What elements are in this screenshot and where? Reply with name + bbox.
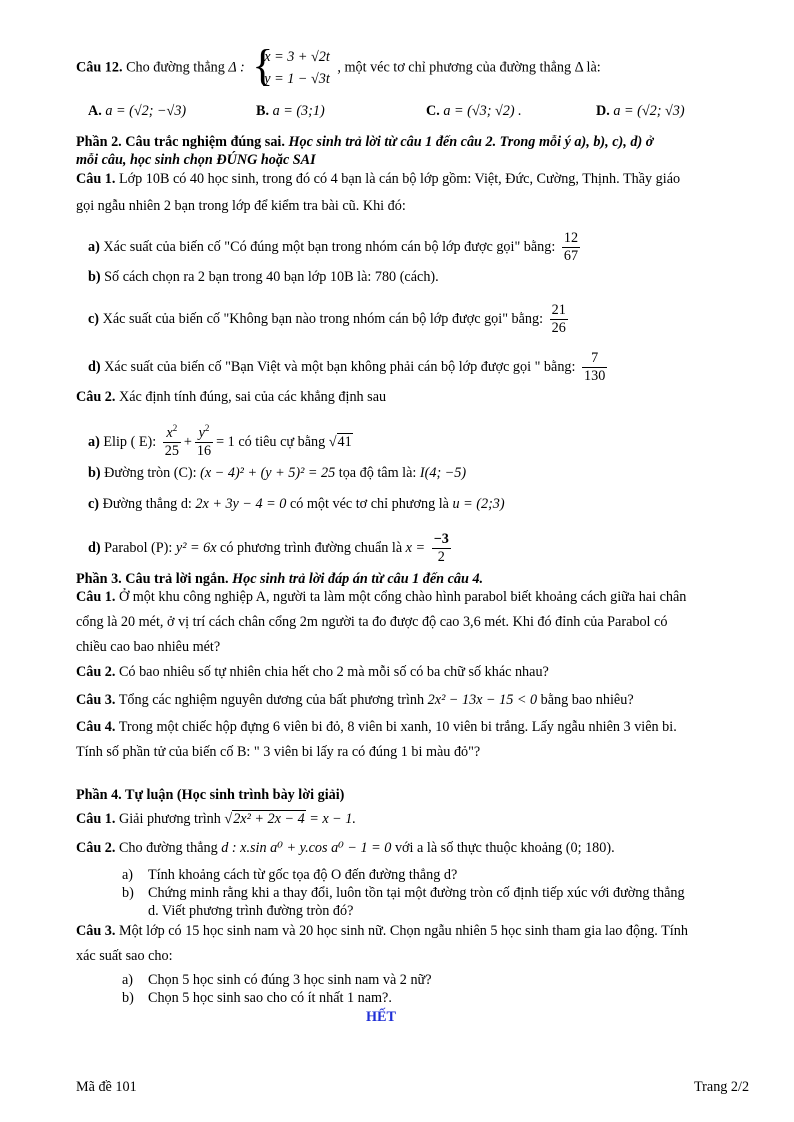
part2-instruction: Học sinh trả lời từ câu 1 đến câu 2. Trong mỗi ý a), b), c), d) ở xyxy=(288,134,654,150)
item-text: Xác suất của biến cố "Không bạn nào trong nhóm cán bộ lớp được gọi" bằng: xyxy=(102,310,544,327)
item-key: a) xyxy=(122,972,134,988)
p2-q1-line2: gọi ngẫu nhiên 2 bạn trong lớp để kiểm tra bài cũ. Khi đó: xyxy=(76,198,406,214)
plus-sign: + xyxy=(183,433,192,450)
numerator: 7 xyxy=(582,350,607,368)
question-text: với a là số thực thuộc khoảng (0; 180). xyxy=(394,840,615,856)
question-label: Câu 1. xyxy=(76,171,116,187)
exam-code: Mã đề 101 xyxy=(76,1079,137,1095)
equation: x = xyxy=(405,539,426,556)
p2-q1-b xyxy=(88,268,439,286)
question-label: Câu 1. xyxy=(76,589,116,605)
part4-title: Phần 4. Tự luận (Học sinh trình bày lời giải) xyxy=(76,787,345,803)
numerator: −3 xyxy=(433,531,449,547)
p4-q3-line2: xác suất sao cho: xyxy=(76,948,173,964)
p4-q2-b xyxy=(122,885,685,902)
sqrt-expression: √2x² + 2x − 4 xyxy=(224,811,305,827)
numerator: $y^2$ xyxy=(195,425,213,443)
item-key: c) xyxy=(88,310,100,327)
option-expr: a = (3;1) xyxy=(272,103,325,119)
item-text: có một véc tơ chỉ phương là xyxy=(289,496,449,512)
option-expr: a = (√2; √3) xyxy=(613,103,685,119)
question-label: Câu 3. xyxy=(76,923,116,939)
question-label: Câu 4. xyxy=(76,719,116,735)
question-text: bằng bao nhiêu? xyxy=(540,692,634,708)
p4-q3-line1 xyxy=(76,922,688,940)
p3-q4-line1 xyxy=(76,718,677,736)
q12-label: Câu 12. xyxy=(76,59,123,76)
option-key: C. xyxy=(426,103,440,119)
item-key: a) xyxy=(88,433,100,450)
option-key: A. xyxy=(88,103,102,119)
item-text: Số cách chọn ra 2 bạn trong 40 bạn lớp 10B là: 780 (cách). xyxy=(104,269,439,285)
question-text: Trong một chiếc hộp đựng 6 viên bi đỏ, 8 viên bi xanh, 10 viên bi trắng. Lấy ngẫu nhiên 3 viên bi. xyxy=(118,719,677,735)
question-text: Ở một khu công nghiệp A, người ta làm một cổng chào hình parabol biết khoảng cách giữa hai chân xyxy=(118,589,687,605)
equation: = x − 1. xyxy=(309,811,356,827)
equation: d : x.sin a⁰ + y.cos a⁰ − 1 = 0 xyxy=(221,840,392,856)
p4-q2-b-line2: d. Viết phương trình đường tròn đó? xyxy=(148,903,354,919)
item-key: c) xyxy=(88,496,100,512)
item-key: d) xyxy=(88,539,101,556)
q12-text-before: Cho đường thẳng xyxy=(126,59,229,76)
p3-q4-line2: Tính số phần tử của biến cố B: " 3 viên bi lấy ra có đúng 1 bi màu đỏ"? xyxy=(76,744,481,760)
p2-q1-c xyxy=(88,302,571,337)
item-text: Parabol (P): xyxy=(104,539,173,556)
p2-q2-a xyxy=(88,425,353,460)
fraction xyxy=(432,531,451,566)
p3-q2 xyxy=(76,663,549,681)
item-text: có phương trình đường chuẩn là xyxy=(220,539,403,556)
p2-q2 xyxy=(76,388,386,406)
fraction xyxy=(562,230,580,265)
item-text: tọa độ tâm là: xyxy=(338,465,417,481)
radicand: 41 xyxy=(337,433,352,450)
part2-heading xyxy=(76,133,653,151)
denominator: 16 xyxy=(196,443,212,459)
page-number: Trang 2/2 xyxy=(694,1079,750,1095)
answer-value: u = (2;3) xyxy=(452,496,505,512)
brace-icon: { xyxy=(252,41,274,90)
equation: 2x + 3y − 4 = 0 xyxy=(195,496,287,512)
question-label: Câu 3. xyxy=(76,692,116,708)
item-key: b) xyxy=(122,990,134,1006)
question-text: Tổng các nghiệm nguyên dương của bất phương trình xyxy=(118,692,425,708)
equals-one: = 1 xyxy=(216,433,235,450)
sqrt-expression: √41 xyxy=(328,433,352,450)
inequality: 2x² − 13x − 15 < 0 xyxy=(427,692,538,708)
question-text: Có bao nhiêu số tự nhiên chia hết cho 2 mà mỗi số có ba chữ số khác nhau? xyxy=(118,664,549,680)
part3-instruction: Học sinh trả lời đáp án từ câu 1 đến câu 4. xyxy=(232,571,484,587)
p2-q2-c xyxy=(88,495,505,513)
q12-option-a xyxy=(88,103,186,120)
p4-q2-a xyxy=(122,867,458,884)
q12-text-after: , một véc tơ chỉ phương của đường thẳng Δ là: xyxy=(337,59,601,76)
item-text: Tính khoảng cách từ gốc tọa độ O đến đường thẳng d? xyxy=(148,867,458,883)
fraction xyxy=(582,350,607,385)
q12-eq2: y = 1 − √3t xyxy=(264,71,330,87)
denominator: 2 xyxy=(437,549,445,565)
q12-option-c xyxy=(426,103,522,120)
p3-q1-line3: chiều cao bao nhiêu mét? xyxy=(76,639,221,655)
question-text: Giải phương trình xyxy=(118,811,221,827)
p2-q2-b xyxy=(88,464,466,482)
item-key: b) xyxy=(122,885,134,901)
p4-q3-a xyxy=(122,972,432,989)
q12-stem xyxy=(76,41,601,90)
question-text: Lớp 10B có 40 học sinh, trong đó có 4 bạn là cán bộ lớp gồm: Việt, Đức, Cường, Thịnh. Thầy giáo xyxy=(118,171,681,187)
item-text: Xác suất của biến cố "Bạn Việt và một bạn không phải cán bộ lớp được gọi " bằng: xyxy=(104,358,576,375)
fraction xyxy=(195,425,213,460)
question-label: Câu 2. xyxy=(76,840,116,856)
part3-title: Phần 3. Câu trả lời ngắn. xyxy=(76,571,229,587)
item-text: Đường tròn (C): xyxy=(104,465,197,481)
item-text: Chọn 5 học sinh sao cho có ít nhất 1 nam?. xyxy=(148,990,392,1006)
end-marker: HẾT xyxy=(366,1009,396,1025)
question-text: Cho đường thẳng xyxy=(118,840,218,856)
numerator: $x^2$ xyxy=(163,425,181,443)
part3-heading xyxy=(76,570,483,588)
p2-q1-line1 xyxy=(76,170,680,188)
item-key: a) xyxy=(122,867,134,883)
item-key: b) xyxy=(88,465,101,481)
question-label: Câu 2. xyxy=(76,389,116,405)
item-text: Elip ( E): xyxy=(103,433,157,450)
q12-eq1: x = 3 + √2t xyxy=(264,49,330,65)
numerator: 12 xyxy=(563,230,579,246)
equation: (x − 4)² + (y + 5)² = 25 xyxy=(200,465,336,481)
p2-q2-d xyxy=(88,531,454,566)
answer-value: I(4; −5) xyxy=(419,465,467,481)
p2-q1-a xyxy=(88,230,583,265)
q12-system xyxy=(252,41,330,90)
fraction xyxy=(550,302,568,337)
item-key: d) xyxy=(88,358,101,375)
item-text: có tiêu cự bằng xyxy=(238,433,326,450)
numerator: 21 xyxy=(551,302,566,318)
denominator: 67 xyxy=(563,248,579,264)
option-expr: a = (√3; √2) . xyxy=(443,103,522,119)
item-text: Chọn 5 học sinh có đúng 3 học sinh nam và 2 nữ? xyxy=(148,972,432,988)
q12-option-b xyxy=(256,103,325,120)
item-text: Đường thẳng d: xyxy=(102,496,192,512)
p4-q1 xyxy=(76,810,356,828)
p2-q1-d xyxy=(88,350,610,385)
denominator: 26 xyxy=(551,320,566,336)
option-expr: a = (√2; −√3) xyxy=(105,103,187,119)
p3-q1-line1 xyxy=(76,588,686,606)
item-text: Chứng minh rằng khi a thay đổi, luôn tồn tại một đường tròn cố định tiếp xúc với đường thẳng xyxy=(148,885,685,901)
question-text: Xác định tính đúng, sai của các khẳng định sau xyxy=(118,389,387,405)
fraction xyxy=(163,425,181,460)
denominator: 130 xyxy=(584,368,606,384)
equation: y² = 6x xyxy=(175,539,217,556)
option-key: B. xyxy=(256,103,270,119)
question-text: Một lớp có 15 học sinh nam và 20 học sinh nữ. Chọn ngẫu nhiên 5 học sinh tham gia lao động. Tính xyxy=(118,923,688,939)
item-text: Xác suất của biến cố "Có đúng một bạn trong nhóm cán bộ lớp được gọi" bằng: xyxy=(103,238,556,255)
part2-instruction-line2: mỗi câu, học sinh chọn ĐÚNG hoặc SAI xyxy=(76,152,316,168)
option-key: D. xyxy=(596,103,610,119)
p3-q3 xyxy=(76,691,634,709)
q12-delta: Δ : xyxy=(228,59,245,76)
denominator: 25 xyxy=(164,443,179,459)
p4-q2 xyxy=(76,839,615,857)
question-label: Câu 1. xyxy=(76,811,116,827)
p4-q3-b xyxy=(122,990,392,1007)
q12-option-d xyxy=(596,103,685,120)
item-key: a) xyxy=(88,238,100,255)
p3-q1-line2: cổng là 20 mét, ở vị trí cách chân cổng 2m người ta đo được độ cao 3,6 mét. Khi đó đỉnh của Parabol có xyxy=(76,614,668,630)
question-label: Câu 2. xyxy=(76,664,116,680)
part2-title: Phần 2. Câu trắc nghiệm đúng sai. xyxy=(76,134,285,150)
item-key: b) xyxy=(88,269,101,285)
radicand: 2x² + 2x − 4 xyxy=(233,811,305,827)
